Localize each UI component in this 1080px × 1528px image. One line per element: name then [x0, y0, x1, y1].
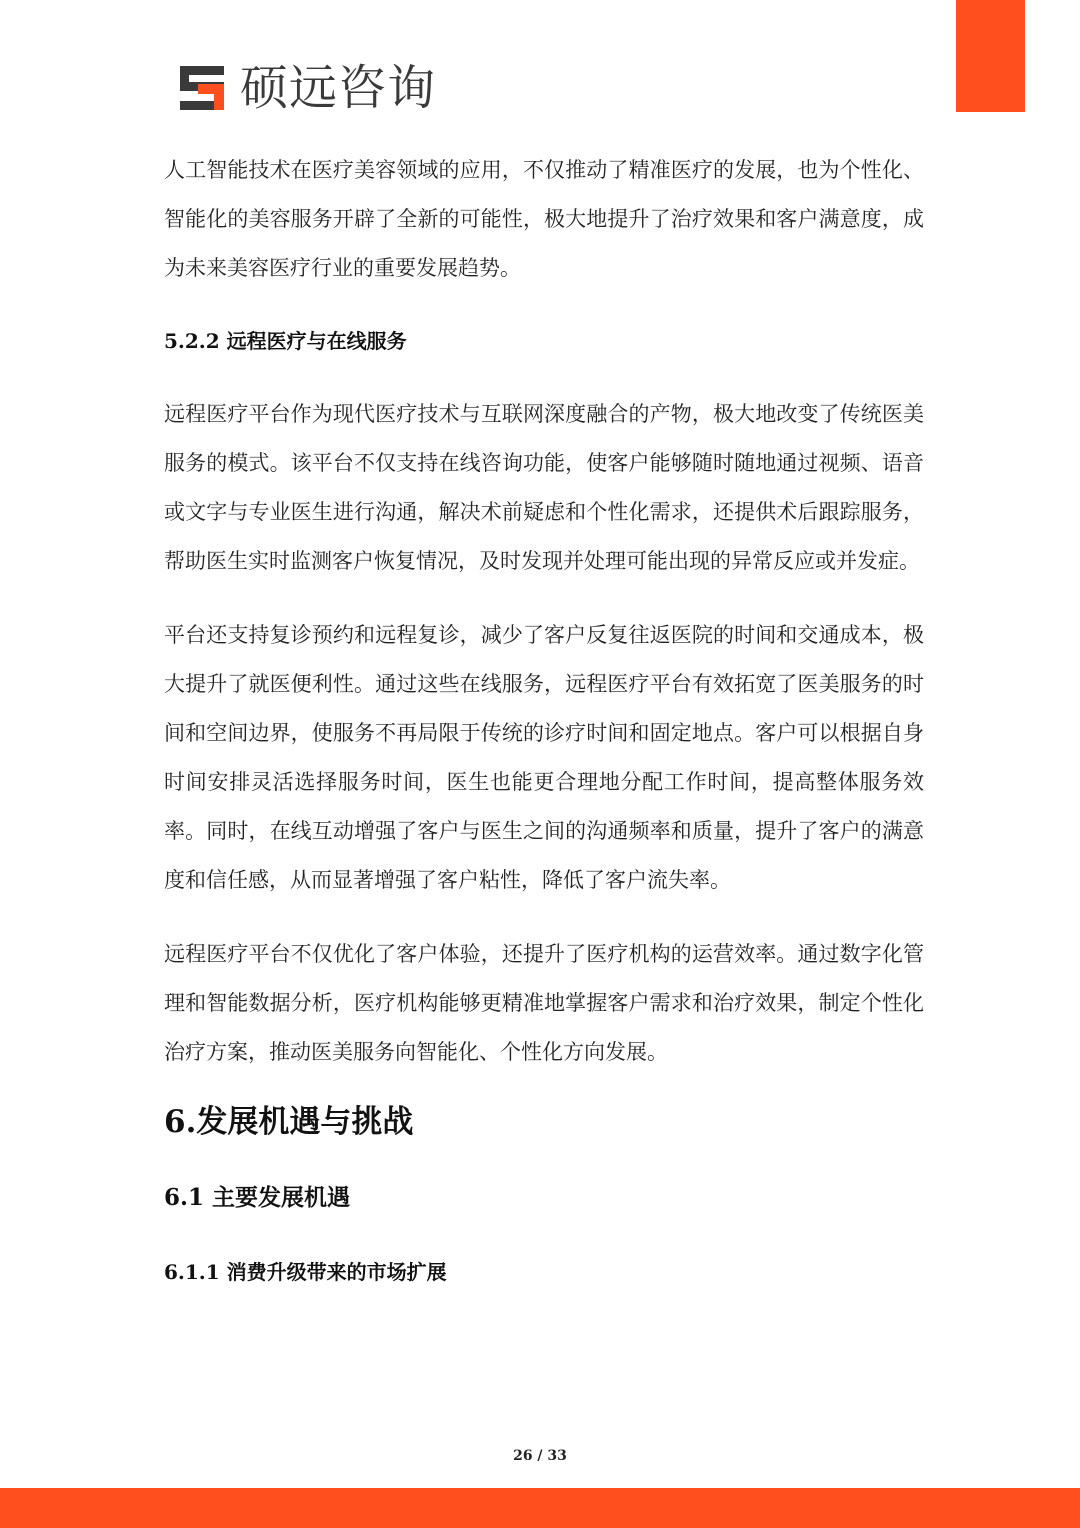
heading-6: 6.发展机遇与挑战: [164, 1104, 414, 1140]
heading-6-1: 6.1 主要发展机遇: [164, 1184, 351, 1211]
top-accent-block: [956, 0, 1025, 112]
heading-5-2-2: 5.2.2 远程医疗与在线服务: [164, 329, 407, 353]
heading-6-1-1: 6.1.1 消费升级带来的市场扩展: [164, 1260, 447, 1284]
paragraph-online-followup: 平台还支持复诊预约和远程复诊，减少了客户反复往返医院的时间和交通成本，极大提升了就医便利性。通过这些在线服务，远程医疗平台有效拓宽了医美服务的时间和空间边界，使服务不再局限于传统的诊疗时间和固定地点。客户可以根据自身时间安排灵活选择服务时间，医生也能更合理地分配工作时间，提高整体服务效率。同时，在线互动增强了客户与医生之间的沟通频率和质量，提升了客户的满意度和信任感，从而显著增强了客户粘性，降低了客户流失率。: [164, 623, 924, 892]
paragraph-ai-application: 人工智能技术在医疗美容领域的应用，不仅推动了精准医疗的发展，也为个性化、智能化的美容服务开辟了全新的可能性，极大地提升了治疗效果和客户满意度，成为未来美容医疗行业的重要发展趋势。: [164, 158, 924, 280]
bottom-accent-bar: [0, 1488, 1080, 1528]
logo-text: 硕远咨询: [240, 60, 437, 116]
logo-mark-icon: [176, 62, 228, 114]
page-number: 26 / 33: [513, 1448, 567, 1464]
paragraph-operational-efficiency: 远程医疗平台不仅优化了客户体验，还提升了医疗机构的运营效率。通过数字化管理和智能数据分析，医疗机构能够更精准地掌握客户需求和治疗效果，制定个性化治疗方案，推动医美服务向智能化、个性化方向发展。: [164, 942, 924, 1064]
paragraph-telemedicine-platform: 远程医疗平台作为现代医疗技术与互联网深度融合的产物，极大地改变了传统医美服务的模式。该平台不仅支持在线咨询功能，使客户能够随时随地通过视频、语音或文字与专业医生进行沟通，解决术前疑虑和个性化需求，还提供术后跟踪服务，帮助医生实时监测客户恢复情况，及时发现并处理可能出现的异常反应或并发症。: [164, 402, 924, 573]
document-body: [164, 146, 924, 1297]
company-logo: [176, 60, 436, 116]
